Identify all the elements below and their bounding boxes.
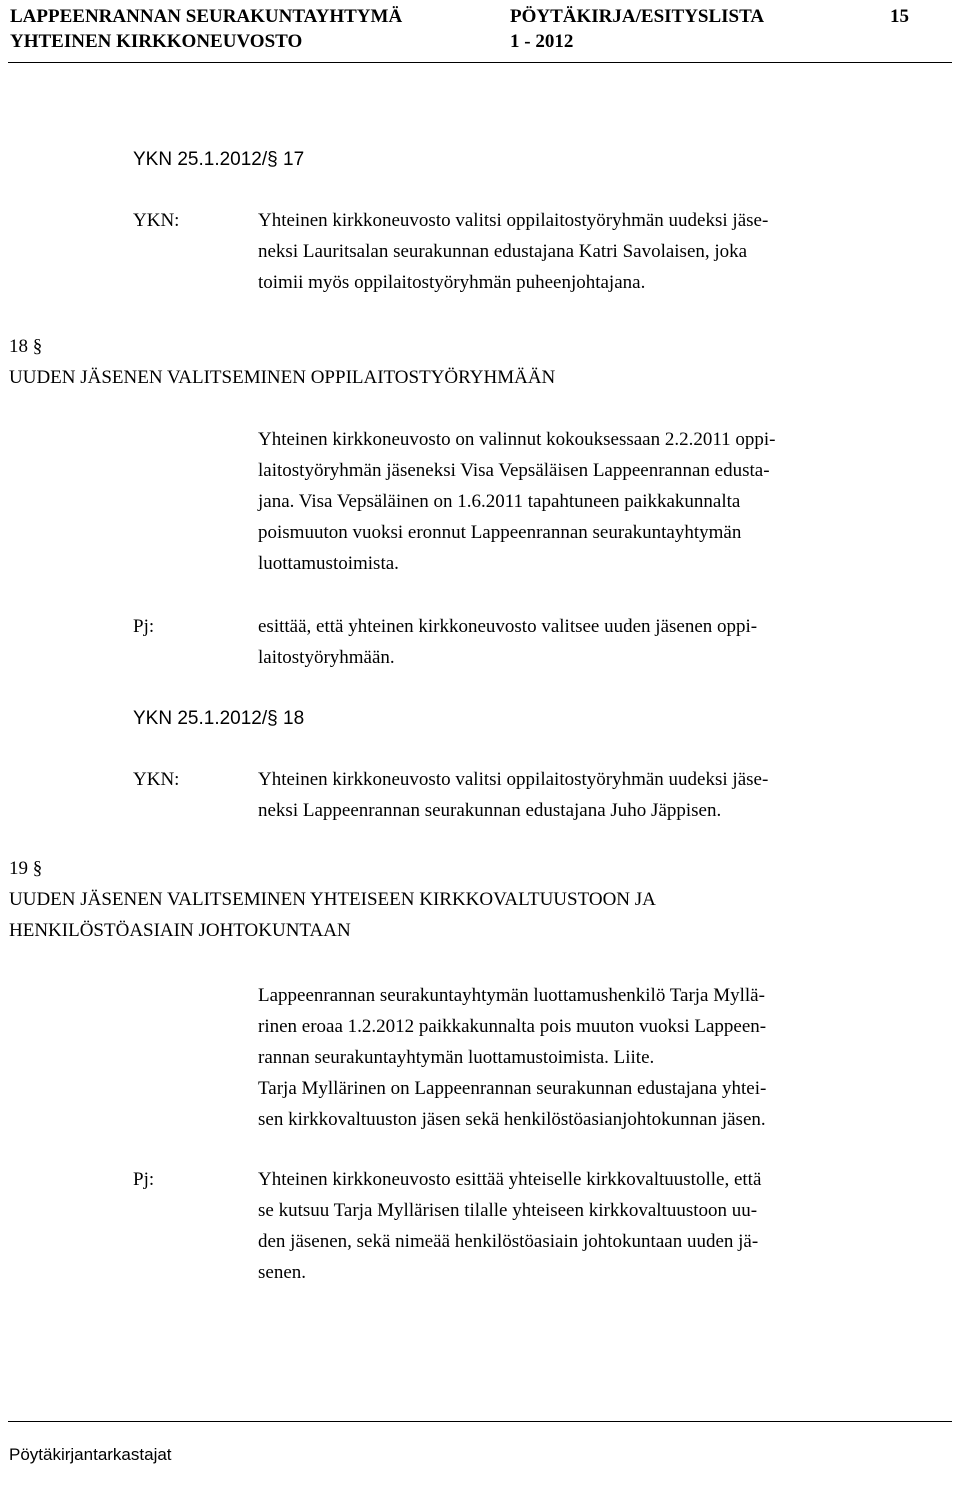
text-line: Yhteinen kirkkoneuvosto valitsi oppilaitostyöryhmän uudeksi jäse- (258, 769, 769, 790)
decision-label-17: YKN: (133, 210, 180, 231)
footer-divider (8, 1421, 952, 1422)
section-heading-19 (9, 853, 656, 946)
text-line: esittää, että yhteinen kirkkoneuvosto valitsee uuden jäsenen oppi- (258, 616, 758, 637)
text-line: sen kirkkovaltuuston jäsen sekä henkilöstöasianjohtokunnan jäsen. (258, 1109, 766, 1130)
body-name: YHTEINEN KIRKKONEUVOSTO (10, 31, 303, 52)
text-line: senen. (258, 1262, 307, 1283)
text-line: neksi Lappeenrannan seurakunnan edustajana Juho Jäppisen. (258, 800, 722, 821)
section-heading-18 (9, 331, 555, 393)
decision-label-18: YKN: (133, 769, 180, 790)
footer-label: Pöytäkirjantarkastajat (9, 1445, 172, 1464)
text-line: Yhteinen kirkkoneuvosto valitsi oppilaitostyöryhmän uudeksi jäse- (258, 210, 769, 231)
decision-reference-17: YKN 25.1.2012/§ 17 (133, 149, 305, 170)
header-divider (8, 62, 952, 63)
background-text-18 (258, 424, 948, 579)
section-title-line-2: HENKILÖSTÖASIAIN JOHTOKUNTAAN (9, 920, 351, 941)
section-number: 19 § (9, 858, 43, 879)
document-type: PÖYTÄKIRJA/ESITYSLISTA (510, 6, 765, 27)
organization-name: LAPPEENRANNAN SEURAKUNTAYHTYMÄ (10, 6, 403, 27)
decision-text-18 (258, 764, 948, 826)
text-line: jana. Visa Vepsäläinen on 1.6.2011 tapahtuneen paikkakunnalta (258, 491, 741, 512)
text-line: laitostyöryhmän jäseneksi Visa Vepsäläisen Lappeenrannan edusta- (258, 460, 770, 481)
document-number: 1 - 2012 (510, 31, 574, 52)
page-number: 15 (890, 6, 909, 27)
proposal-text-18 (258, 611, 948, 673)
header-row-1 (10, 4, 950, 29)
text-line: luottamustoimista. (258, 553, 399, 574)
header-row-2 (10, 29, 950, 54)
text-line: rannan seurakuntayhtymän luottamustoimista. Liite. (258, 1047, 655, 1068)
section-title-line-1: UUDEN JÄSENEN VALITSEMINEN YHTEISEEN KIRKKOVALTUUSTOON JA (9, 889, 656, 910)
background-text-19 (258, 980, 948, 1135)
text-line: laitostyöryhmään. (258, 647, 395, 668)
text-line: den jäsenen, sekä nimeää henkilöstöasiain johtokuntaan uuden jä- (258, 1231, 759, 1252)
text-line: neksi Lauritsalan seurakunnan edustajana Katri Savolaisen, joka (258, 241, 748, 262)
section-title: UUDEN JÄSENEN VALITSEMINEN OPPILAITOSTYÖRYHMÄÄN (9, 367, 556, 388)
proposal-label-18: Pj: (133, 616, 155, 637)
text-line: toimii myös oppilaitostyöryhmän puheenjohtajana. (258, 272, 646, 293)
proposal-text-19 (258, 1164, 948, 1288)
text-line: poismuuton vuoksi eronnut Lappeenrannan seurakuntayhtymän (258, 522, 742, 543)
text-line: Tarja Myllärinen on Lappeenrannan seurakunnan edustajana yhtei- (258, 1078, 767, 1099)
decision-reference-18: YKN 25.1.2012/§ 18 (133, 708, 305, 729)
section-number: 18 § (9, 336, 43, 357)
text-line: Lappeenrannan seurakuntayhtymän luottamushenkilö Tarja Myllä- (258, 985, 765, 1006)
text-line: rinen eroaa 1.2.2012 paikkakunnalta pois muuton vuoksi Lappeen- (258, 1016, 767, 1037)
text-line: Yhteinen kirkkoneuvosto esittää yhteiselle kirkkovaltuustolle, että (258, 1169, 762, 1190)
proposal-label-19: Pj: (133, 1169, 155, 1190)
page-header (10, 4, 950, 54)
text-line: se kutsuu Tarja Myllärisen tilalle yhteiseen kirkkovaltuustoon uu- (258, 1200, 758, 1221)
text-line: Yhteinen kirkkoneuvosto on valinnut kokouksessaan 2.2.2011 oppi- (258, 429, 776, 450)
decision-text-17 (258, 205, 948, 298)
